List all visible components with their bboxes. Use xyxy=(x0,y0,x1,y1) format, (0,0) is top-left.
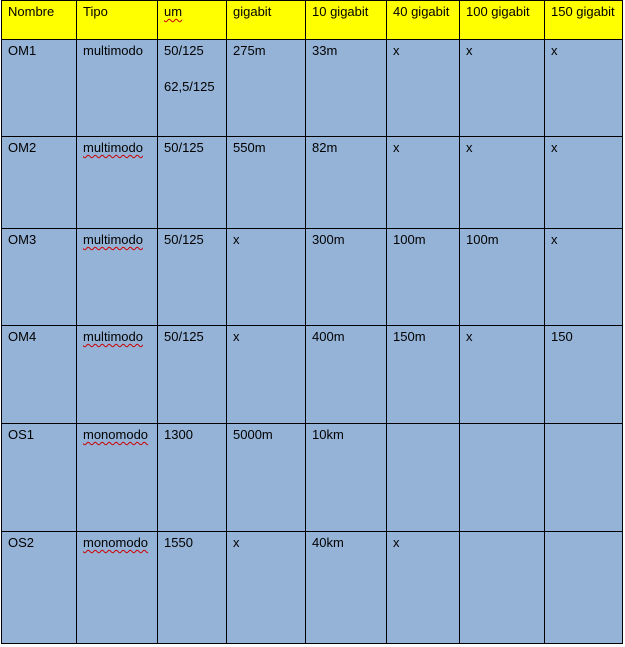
cell-tipo-value: multimodo xyxy=(83,232,143,247)
cell-tipo xyxy=(77,229,158,326)
cell-um xyxy=(158,326,227,424)
cell-tipo xyxy=(77,424,158,532)
cell-tipo-value: monomodo xyxy=(83,427,149,442)
cell-150-gigabit xyxy=(545,532,623,644)
table-row xyxy=(2,424,623,532)
cell-tipo xyxy=(77,532,158,644)
cell-40-gigabit xyxy=(387,424,460,532)
table-row xyxy=(2,532,623,644)
cell-um-value: 1300 xyxy=(164,427,193,442)
table-row xyxy=(2,229,623,326)
cell-um xyxy=(158,424,227,532)
cell-nombre: OS2 xyxy=(2,532,77,644)
cell-nombre: OM1 xyxy=(2,40,77,137)
cell-150-gigabit: x xyxy=(545,40,623,137)
cell-150-gigabit xyxy=(545,424,623,532)
header-gigabit: gigabit xyxy=(227,1,306,40)
cell-40-gigabit: x xyxy=(387,40,460,137)
cell-tipo-value: multimodo xyxy=(83,140,143,155)
cell-10-gigabit: 33m xyxy=(306,40,387,137)
header-150-gigabit: 150 gigabit xyxy=(545,1,623,40)
header-um-label: um xyxy=(164,4,183,19)
cell-um xyxy=(158,40,227,137)
cell-10-gigabit: 82m xyxy=(306,137,387,229)
cell-um-value: 50/125 xyxy=(164,329,204,344)
table-row xyxy=(2,137,623,229)
cell-100-gigabit xyxy=(460,424,545,532)
cell-gigabit: x xyxy=(227,229,306,326)
cell-10-gigabit: 40km xyxy=(306,532,387,644)
table-row xyxy=(2,40,623,137)
cell-10-gigabit: 300m xyxy=(306,229,387,326)
cell-um-value: 62,5/125 xyxy=(164,79,215,94)
cell-tipo xyxy=(77,137,158,229)
header-100-gigabit: 100 gigabit xyxy=(460,1,545,40)
cell-40-gigabit: x xyxy=(387,137,460,229)
cell-nombre: OS1 xyxy=(2,424,77,532)
cell-40-gigabit: 150m xyxy=(387,326,460,424)
cell-40-gigabit: 100m xyxy=(387,229,460,326)
cell-tipo-value: multimodo xyxy=(83,329,143,344)
cell-tipo xyxy=(77,326,158,424)
cell-gigabit: x xyxy=(227,326,306,424)
cell-100-gigabit xyxy=(460,532,545,644)
cell-100-gigabit: x xyxy=(460,40,545,137)
header-nombre: Nombre xyxy=(2,1,77,40)
cell-gigabit: x xyxy=(227,532,306,644)
cell-um-value: 50/125 xyxy=(164,140,204,155)
cell-40-gigabit: x xyxy=(387,532,460,644)
cell-um-value: 50/125 xyxy=(164,43,204,58)
cell-um xyxy=(158,532,227,644)
cell-nombre: OM4 xyxy=(2,326,77,424)
cell-gigabit: 5000m xyxy=(227,424,306,532)
cell-tipo-value: monomodo xyxy=(83,535,149,550)
cell-nombre: OM2 xyxy=(2,137,77,229)
table-row xyxy=(2,326,623,424)
cell-nombre: OM3 xyxy=(2,229,77,326)
header-tipo: Tipo xyxy=(77,1,158,40)
cell-gigabit: 550m xyxy=(227,137,306,229)
cell-150-gigabit: x xyxy=(545,229,623,326)
header-um xyxy=(158,1,227,40)
cell-100-gigabit: x xyxy=(460,326,545,424)
header-10-gigabit: 10 gigabit xyxy=(306,1,387,40)
cell-150-gigabit: 150 xyxy=(545,326,623,424)
cell-100-gigabit: x xyxy=(460,137,545,229)
cell-um xyxy=(158,229,227,326)
cell-gigabit: 275m xyxy=(227,40,306,137)
cell-10-gigabit: 10km xyxy=(306,424,387,532)
cell-150-gigabit: x xyxy=(545,137,623,229)
cell-um xyxy=(158,137,227,229)
cell-um-value: 1550 xyxy=(164,535,193,550)
cell-100-gigabit: 100m xyxy=(460,229,545,326)
cell-um-value: 50/125 xyxy=(164,232,204,247)
header-row xyxy=(2,1,623,40)
cell-10-gigabit: 400m xyxy=(306,326,387,424)
header-40-gigabit: 40 gigabit xyxy=(387,1,460,40)
cell-tipo: multimodo xyxy=(77,40,158,137)
fiber-type-table xyxy=(1,0,623,644)
